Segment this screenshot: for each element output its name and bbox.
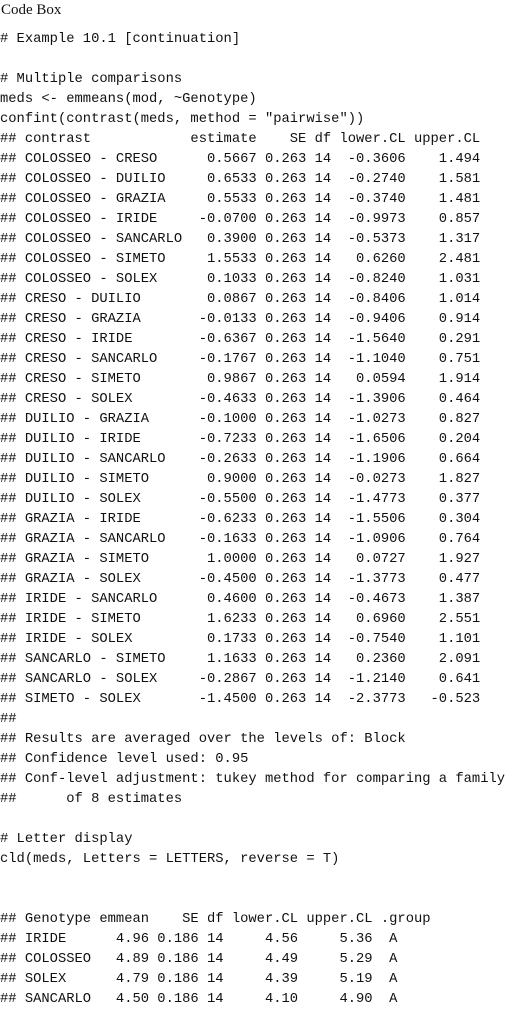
code-line: ## GRAZIA - SANCARLO -0.1633 0.263 14 -1.0906 0.764 [0, 532, 481, 547]
code-line: confint(contrast(meds, method = "pairwise")) [0, 112, 365, 127]
code-line: ## IRIDE - SANCARLO 0.4600 0.263 14 -0.4673 1.387 [0, 592, 481, 607]
code-line: ## DUILIO - SIMETO 0.9000 0.263 14 -0.0273 1.827 [0, 472, 481, 487]
code-line [0, 870, 505, 890]
code-line: ## GRAZIA - SIMETO 1.0000 0.263 14 0.0727 1.927 [0, 552, 481, 567]
code-line: ## IRIDE - SIMETO 1.6233 0.263 14 0.6960 2.551 [0, 612, 481, 627]
code-line: ## DUILIO - GRAZIA -0.1000 0.263 14 -1.0273 0.827 [0, 412, 481, 427]
code-line: ## [0, 712, 17, 727]
code-line: ## COLOSSEO - CRESO 0.5667 0.263 14 -0.3606 1.494 [0, 152, 481, 167]
code-box-title: Code Box [1, 2, 62, 18]
code-line: ## CRESO - GRAZIA -0.0133 0.263 14 -0.9406 0.914 [0, 312, 481, 327]
code-line [0, 890, 505, 910]
code-line: ## of 8 estimates [0, 792, 183, 807]
code-line: ## SIMETO - SOLEX -1.4500 0.263 14 -2.3773 -0.523 [0, 692, 481, 707]
code-line: ## SANCARLO 4.50 0.186 14 4.10 4.90 A [0, 992, 398, 1007]
code-line: ## GRAZIA - SOLEX -0.4500 0.263 14 -1.3773 0.477 [0, 572, 481, 587]
code-line: ## COLOSSEO - SIMETO 1.5533 0.263 14 0.6260 2.481 [0, 252, 481, 267]
code-line: ## COLOSSEO - SOLEX 0.1033 0.263 14 -0.8240 1.031 [0, 272, 481, 287]
code-line: ## DUILIO - SANCARLO -0.2633 0.263 14 -1.1906 0.664 [0, 452, 481, 467]
code-line: ## SANCARLO - SIMETO 1.1633 0.263 14 0.2360 2.091 [0, 652, 481, 667]
code-line: ## SANCARLO - SOLEX -0.2867 0.263 14 -1.2140 0.641 [0, 672, 481, 687]
code-line: ## COLOSSEO - GRAZIA 0.5533 0.263 14 -0.3740 1.481 [0, 192, 481, 207]
code-line: cld(meds, Letters = LETTERS, reverse = T) [0, 852, 340, 867]
code-line: ## DUILIO - IRIDE -0.7233 0.263 14 -1.6506 0.204 [0, 432, 481, 447]
code-line [0, 50, 505, 70]
code-line: # Multiple comparisons [0, 72, 183, 87]
code-line: ## DUILIO - SOLEX -0.5500 0.263 14 -1.4773 0.377 [0, 492, 481, 507]
code-line [0, 810, 505, 830]
code-line: ## contrast estimate SE df lower.CL upper.CL [0, 132, 481, 147]
code-line: ## CRESO - SIMETO 0.9867 0.263 14 0.0594 1.914 [0, 372, 481, 387]
code-line: # Example 10.1 [continuation] [0, 32, 241, 47]
code-line: ## COLOSSEO 4.89 0.186 14 4.49 5.29 A [0, 952, 398, 967]
code-line: ## IRIDE 4.96 0.186 14 4.56 5.36 A [0, 932, 398, 947]
code-line: ## COLOSSEO - SANCARLO 0.3900 0.263 14 -0.5373 1.317 [0, 232, 481, 247]
code-line: # Letter display [0, 832, 133, 847]
code-line: ## Confidence level used: 0.95 [0, 752, 249, 767]
code-line: ## CRESO - SANCARLO -0.1767 0.263 14 -1.1040 0.751 [0, 352, 481, 367]
code-line: ## Genotype emmean SE df lower.CL upper.CL .group [0, 912, 431, 927]
code-line: meds <- emmeans(mod, ~Genotype) [0, 92, 257, 107]
code-line: ## Results are averaged over the levels of: Block [0, 732, 406, 747]
code-line: ## CRESO - IRIDE -0.6367 0.263 14 -1.5640 0.291 [0, 332, 481, 347]
code-line: ## Conf-level adjustment: tukey method for comparing a family [0, 772, 506, 787]
code-line: ## IRIDE - SOLEX 0.1733 0.263 14 -0.7540 1.101 [0, 632, 481, 647]
code-line: ## COLOSSEO - IRIDE -0.0700 0.263 14 -0.9973 0.857 [0, 212, 481, 227]
code-line: ## CRESO - DUILIO 0.0867 0.263 14 -0.8406 1.014 [0, 292, 481, 307]
code-line: ## SOLEX 4.79 0.186 14 4.39 5.19 A [0, 972, 398, 987]
code-block [0, 30, 505, 1010]
code-line: ## GRAZIA - IRIDE -0.6233 0.263 14 -1.5506 0.304 [0, 512, 481, 527]
code-line: ## COLOSSEO - DUILIO 0.6533 0.263 14 -0.2740 1.581 [0, 172, 481, 187]
code-line: ## CRESO - SOLEX -0.4633 0.263 14 -1.3906 0.464 [0, 392, 481, 407]
